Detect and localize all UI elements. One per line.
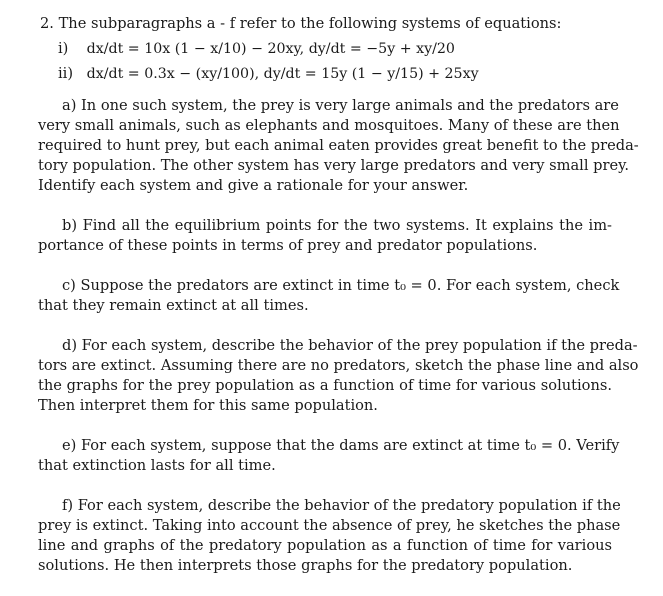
system-1-equations bbox=[58, 37, 455, 61]
paragraph-d bbox=[38, 336, 639, 416]
paragraph-a bbox=[38, 96, 639, 196]
system-2-equations bbox=[58, 62, 479, 86]
paragraph-line: tors are extinct. Assuming there are no predators, sketch the phase line and also bbox=[38, 357, 639, 374]
paragraph-line: solutions. He then interprets those graphs for the predatory population. bbox=[38, 557, 573, 574]
paragraph-line: e) For each system, suppose that the dams are extinct at time t₀ = 0. Verify bbox=[62, 437, 620, 454]
paragraph-line: Identify each system and give a rationale for your answer. bbox=[38, 177, 469, 194]
system-1-label: i) bbox=[58, 40, 69, 57]
paragraph-line: f) For each system, describe the behavior of the predatory population if the bbox=[62, 497, 621, 514]
paragraph-line: tory population. The other system has very large predators and very small prey. bbox=[38, 157, 630, 174]
paragraph-line: d) For each system, describe the behavior of the prey population if the preda- bbox=[62, 337, 638, 354]
paragraph-line: Then interpret them for this same population. bbox=[38, 397, 378, 414]
paragraph-line: b) Find all the equilibrium points for the two systems. It explains the im- bbox=[62, 217, 612, 234]
paragraph-b bbox=[38, 216, 612, 256]
paragraph-line: c) Suppose the predators are extinct in time t₀ = 0. For each system, check bbox=[62, 277, 620, 294]
system-1-formula: dx/dt = 10x (1 − x/10) − 20xy, dy/dt = −5y + xy/20 bbox=[86, 41, 455, 57]
system-2-label: ii) bbox=[58, 65, 74, 82]
paragraph-line: prey is extinct. Taking into account the absence of prey, he sketches the phase bbox=[38, 517, 621, 534]
paragraph-line: line and graphs of the predatory population as a function of time for various bbox=[38, 537, 612, 554]
paragraph-line: a) In one such system, the prey is very large animals and the predators are bbox=[62, 97, 619, 114]
paragraph-e bbox=[38, 436, 620, 476]
paragraph-line: required to hunt prey, but each animal eaten provides great benefit to the preda- bbox=[38, 137, 639, 154]
problem-intro: 2. The subparagraphs a - f refer to the following systems of equations: bbox=[40, 15, 562, 32]
paragraph-c bbox=[38, 276, 620, 316]
paragraph-line: that they remain extinct at all times. bbox=[38, 297, 309, 314]
paragraph-line: portance of these points in terms of prey and predator populations. bbox=[38, 237, 538, 254]
system-2-formula: dx/dt = 0.3x − (xy/100), dy/dt = 15y (1 − y/15) + 25xy bbox=[86, 66, 479, 82]
paragraph-line: that extinction lasts for all time. bbox=[38, 457, 276, 474]
paragraph-line: the graphs for the prey population as a function of time for various solutions. bbox=[38, 377, 612, 394]
paragraph-f bbox=[38, 496, 621, 576]
paragraph-line: very small animals, such as elephants and mosquitoes. Many of these are then bbox=[38, 117, 620, 134]
